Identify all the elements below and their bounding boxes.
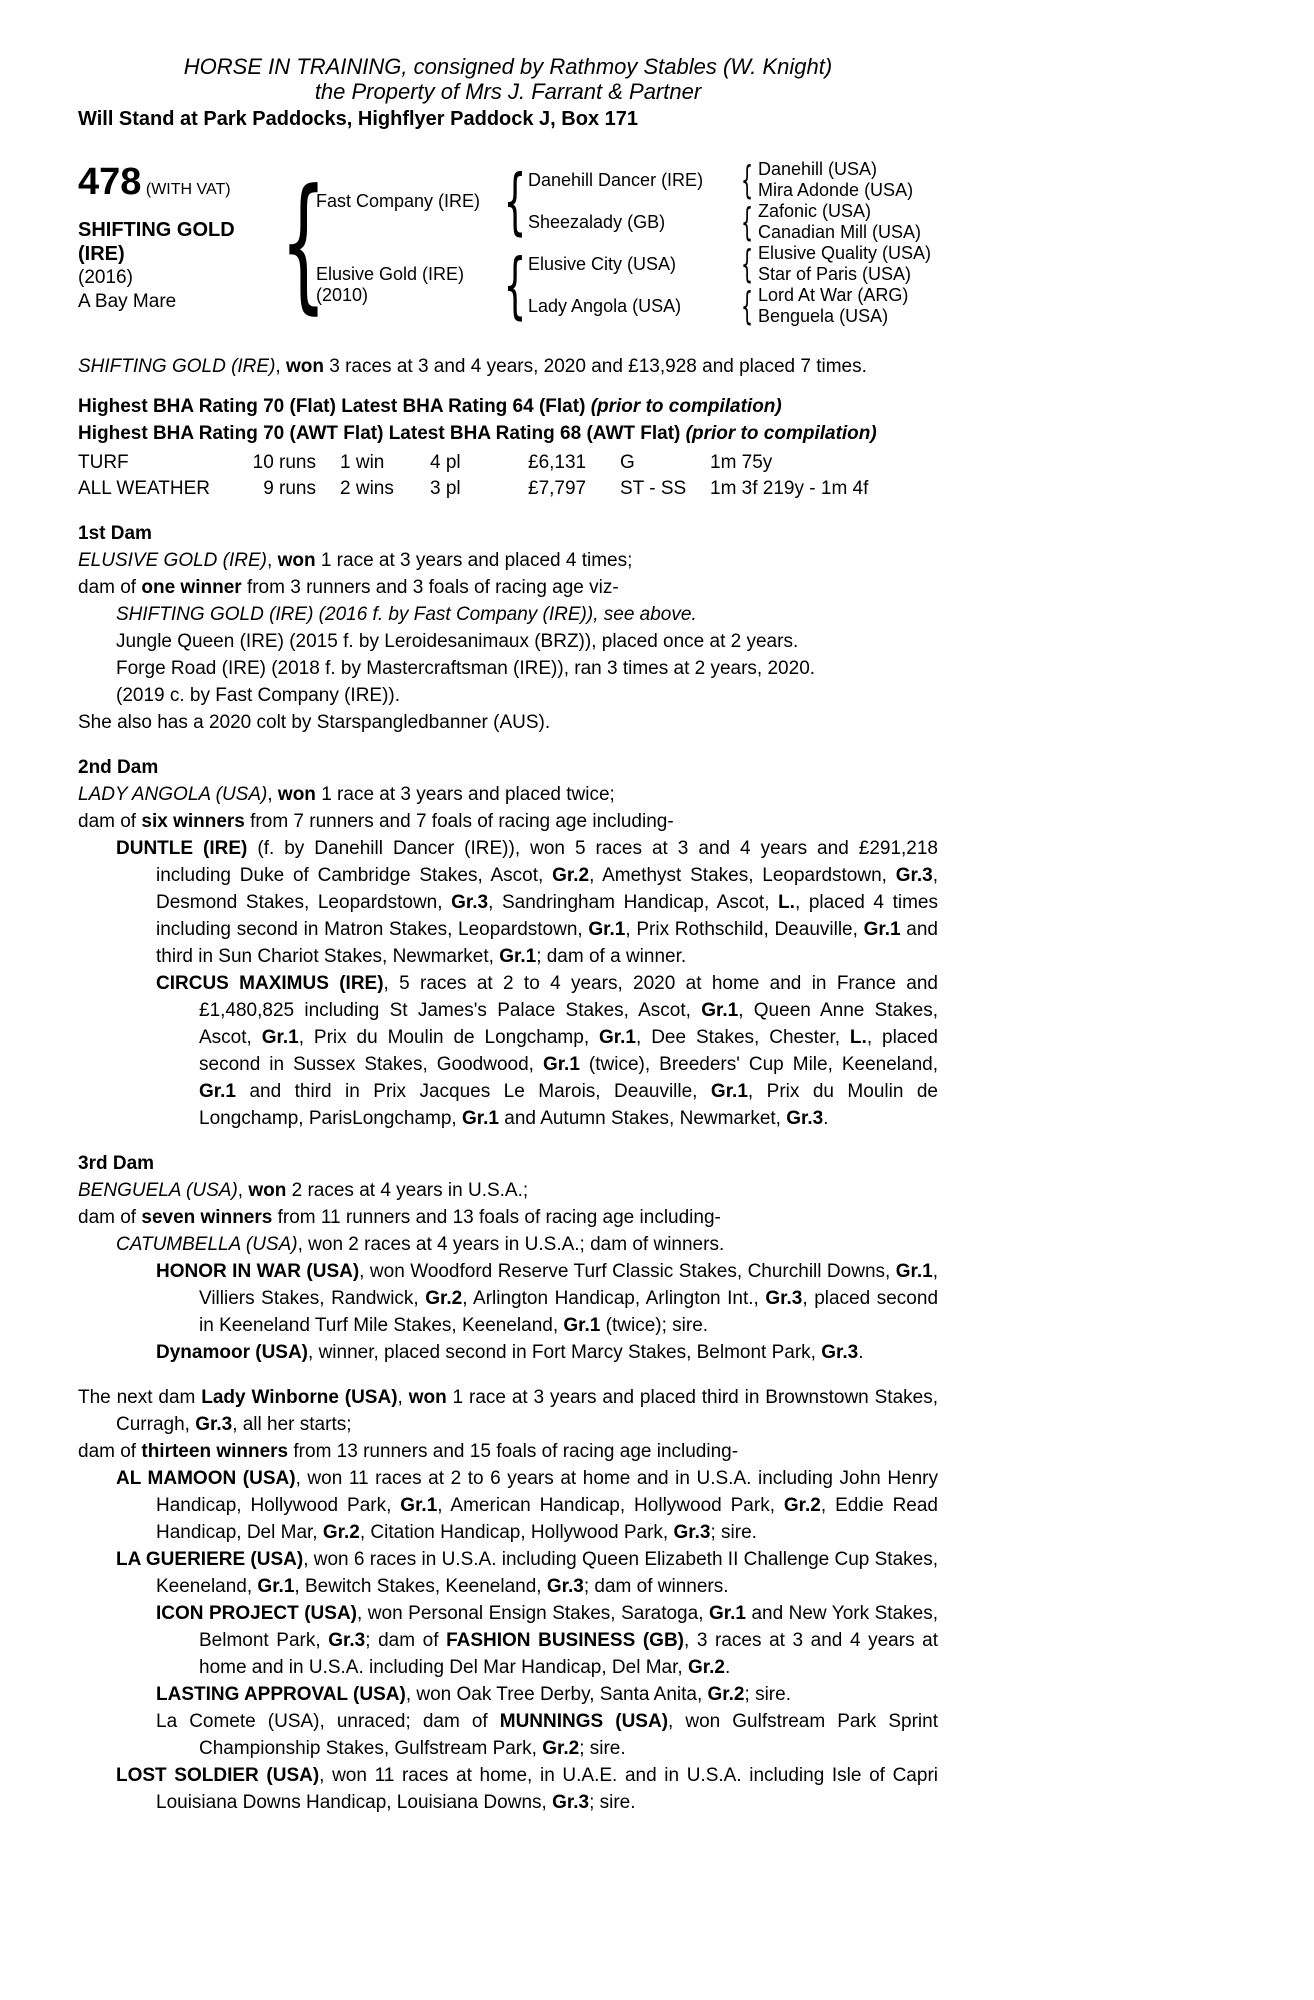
horse-name: SHIFTING GOLD (IRE)	[78, 219, 235, 265]
produce-intro	[78, 574, 938, 601]
record-cell: 1m 75y	[710, 452, 773, 473]
text-segment: , Prix du Moulin de Longchamp, ParisLongchamp,	[199, 1081, 938, 1129]
record-cell: ST - SS	[620, 478, 687, 499]
pedigree-ancestor: Danehill Dancer (IRE)	[528, 169, 704, 190]
text-segment: from 7 runners and 7 foals of racing age including-	[244, 811, 674, 832]
text-segment: Gr.2	[783, 1495, 821, 1516]
text-segment: , winner, placed second in Fort Marcy Stakes, Belmont Park,	[308, 1342, 822, 1363]
text-segment: Gr.3	[195, 1414, 233, 1435]
text-segment: , won 11 races at 2 to 6 years at home and in U.S.A. including John Henry Handicap, Hollywood Park,	[156, 1468, 938, 1516]
section-heading: 3rd Dam	[78, 1153, 155, 1174]
produce-line	[78, 655, 938, 682]
text-segment: LADY ANGOLA (USA)	[78, 784, 268, 805]
text-segment: Gr.1	[588, 919, 626, 940]
text-segment: DUNTLE (IRE)	[116, 838, 248, 859]
pedigree-block	[78, 159, 938, 327]
text-segment: (twice), Breeders' Cup Mile, Keeneland,	[579, 1054, 938, 1075]
text-segment: ; sire.	[744, 1684, 791, 1705]
pedigree-ancestor: Lady Angola (USA)	[528, 295, 682, 316]
stand-location-line: Will Stand at Park Paddocks, Highflyer Paddock J, Box 171	[78, 108, 638, 130]
pedigree-text-section	[78, 754, 938, 1132]
text-segment: , 3 races at 3 and 4 years at home and in U.S.A. including Del Mar Handicap, Del Mar,	[199, 1630, 938, 1678]
text-segment: BENGUELA (USA)	[78, 1180, 238, 1201]
produce-line	[78, 1465, 938, 1546]
text-segment: won	[285, 356, 324, 377]
text-segment: (twice); sire.	[600, 1315, 709, 1336]
text-segment: , placed second in Sussex Stakes, Goodwood,	[199, 1027, 938, 1075]
text-segment: won	[277, 550, 316, 571]
text-segment: dam of	[78, 577, 142, 598]
text-segment: CATUMBELLA (USA)	[116, 1234, 298, 1255]
pedigree-ancestor: Danehill (USA)	[758, 159, 878, 179]
pedigree-ancestor: Elusive Quality (USA)	[758, 243, 932, 263]
text-segment: ; dam of a winner.	[536, 946, 687, 967]
produce-intro	[78, 808, 938, 835]
text-segment: thirteen winners	[141, 1441, 289, 1462]
produce-intro	[78, 1438, 938, 1465]
text-segment: AL MAMOON (USA)	[116, 1468, 296, 1489]
text-segment: L.	[778, 892, 795, 913]
text-segment: .	[823, 1108, 829, 1129]
text-segment: Gr.2	[542, 1738, 580, 1759]
text-segment: HONOR IN WAR (USA)	[156, 1261, 360, 1282]
text-segment: , won 11 races at home, in U.A.E. and in U.S.A. including Isle of Capri Louisiana Downs Handicap, Louisiana Downs,	[156, 1765, 938, 1813]
produce-line	[78, 1231, 938, 1258]
record-cell: 3 pl	[430, 478, 461, 499]
pedigree-brace	[736, 285, 758, 327]
record-row	[78, 450, 938, 476]
text-segment: , placed 4 times including second in Matron Stakes, Leopardstown,	[156, 892, 938, 940]
text-segment: and third in Sun Chariot Stakes, Newmarket,	[156, 919, 938, 967]
dam-sections	[78, 520, 938, 1816]
bha-rating-line	[78, 420, 938, 447]
text-segment: Jungle Queen (IRE) (2015 f. by Leroidesanimaux (BRZ)), placed once at 2 years.	[116, 631, 799, 652]
text-segment: Gr.1	[863, 919, 901, 940]
text-segment: SHIFTING GOLD (IRE) (2016 f. by Fast Company (IRE)), see above.	[116, 604, 697, 625]
record-cell: TURF	[78, 452, 129, 473]
text-segment: , Prix du Moulin de Longchamp,	[298, 1027, 600, 1048]
text-segment: .	[724, 1657, 731, 1678]
produce-line	[78, 1339, 938, 1366]
pedigree-brace	[736, 243, 758, 285]
bha-rating-line	[78, 393, 938, 420]
produce-line	[78, 1546, 938, 1600]
produce-line	[78, 628, 938, 655]
text-segment: , Bewitch Stakes, Keeneland,	[294, 1576, 547, 1597]
produce-line	[78, 1762, 938, 1816]
bha-ratings	[78, 393, 938, 447]
record-cell: 1 win	[340, 452, 385, 473]
text-segment: 2 races at 4 years in U.S.A.;	[286, 1180, 529, 1201]
text-segment: , Sandringham Handicap, Ascot,	[488, 892, 779, 913]
text-segment: Gr.3	[786, 1108, 824, 1129]
produce-line	[78, 1681, 938, 1708]
text-segment: six winners	[141, 811, 245, 832]
text-segment: La Comete (USA), unraced; dam of	[156, 1711, 500, 1732]
page	[78, 0, 938, 1840]
record-cell: ALL WEATHER	[78, 478, 210, 499]
text-segment: , Dee Stakes, Chester,	[636, 1027, 850, 1048]
text-segment: seven winners	[141, 1207, 273, 1228]
text-segment: Forge Road (IRE) (2018 f. by Mastercraftsman (IRE)), ran 3 times at 2 years, 2020.	[116, 658, 816, 679]
produce-line	[78, 601, 938, 628]
text-segment: , 5 races at 2 to 4 years, 2020 at home and in France and £1,480,825 including St James's Palace Stakes, Ascot,	[199, 973, 938, 1021]
text-segment: ; dam of winners.	[583, 1576, 729, 1597]
dam-summary	[78, 547, 938, 574]
dam-name	[316, 243, 502, 327]
text-segment: Gr.1	[708, 1603, 746, 1624]
produce-intro	[78, 1204, 938, 1231]
text-segment: Gr.3	[546, 1576, 584, 1597]
pedigree-text-section	[78, 1150, 938, 1366]
text-segment: (f. by Danehill Dancer (IRE)), won 5 races at 3 and 4 years and £291,218 including Duke of Cambridge Stakes, Ascot,	[156, 838, 938, 886]
text-segment: from 11 runners and 13 foals of racing age including-	[272, 1207, 721, 1228]
pedigree-tree	[290, 159, 938, 327]
produce-line	[78, 970, 938, 1132]
sire-name	[316, 159, 502, 243]
race-record-table	[78, 450, 938, 502]
text-segment: (2019 c. by Fast Company (IRE)).	[116, 685, 401, 706]
text-segment: Gr.3	[765, 1288, 803, 1309]
text-segment: Gr.3	[552, 1792, 590, 1813]
section-heading: 1st Dam	[78, 523, 152, 544]
text-segment: LOST SOLDIER (USA)	[116, 1765, 320, 1786]
produce-line	[78, 1258, 938, 1339]
record-row	[78, 476, 938, 502]
catalogue-body	[78, 353, 938, 1816]
text-segment: Gr.2	[322, 1522, 360, 1543]
text-segment: and third in Prix Jacques Le Marois, Deauville,	[235, 1081, 711, 1102]
pedigree-brace	[290, 159, 316, 327]
text-segment: won	[277, 784, 316, 805]
text-segment: Gr.3	[673, 1522, 711, 1543]
text-segment: , all her starts;	[232, 1414, 352, 1435]
pedigree-ancestor: Star of Paris (USA)	[758, 264, 912, 284]
text-segment: Gr.1	[701, 1000, 739, 1021]
produce-line	[78, 835, 938, 970]
lot-column	[78, 159, 290, 327]
text-segment: SHIFTING GOLD (IRE)	[78, 356, 276, 377]
text-segment: LA GUERIERE (USA)	[116, 1549, 304, 1570]
pedigree-ancestor: Lord At War (ARG)	[758, 285, 909, 305]
page-header	[78, 54, 938, 133]
pedigree-ancestor: Elusive City (USA)	[528, 253, 677, 274]
text-segment: ,	[275, 356, 286, 377]
lot-line	[78, 161, 290, 204]
section-heading: 2nd Dam	[78, 757, 159, 778]
pedigree-text-section	[78, 1384, 938, 1816]
text-segment: , American Handicap, Hollywood Park,	[437, 1495, 784, 1516]
lot-number: 478	[78, 161, 142, 203]
text-segment: Gr.1	[710, 1081, 748, 1102]
text-segment: Gr.1	[895, 1261, 933, 1282]
record-cell: 9 runs	[263, 478, 316, 499]
record-cell: 1m 3f 219y - 1m 4f	[710, 478, 869, 499]
text-segment: .	[858, 1342, 864, 1363]
text-segment: , Eddie Read Handicap, Del Mar,	[156, 1495, 938, 1543]
produce-line	[78, 1600, 938, 1681]
text-segment: , Desmond Stakes, Leopardstown,	[156, 865, 938, 913]
text-segment: Gr.1	[599, 1027, 636, 1048]
text-segment: Gr.1	[261, 1027, 299, 1048]
lot-vat-note: (WITH VAT)	[145, 181, 231, 198]
text-segment: Gr.1	[199, 1081, 236, 1102]
text-segment: ; sire.	[710, 1522, 757, 1543]
record-cell: £6,131	[528, 452, 587, 473]
consignor-line: HORSE IN TRAINING, consigned by Rathmoy Stables (W. Knight)	[183, 54, 833, 79]
text-segment: dam of	[78, 811, 142, 832]
text-segment: won	[248, 1180, 287, 1201]
text-segment: ,	[267, 550, 278, 571]
text-segment: ELUSIVE GOLD (IRE)	[78, 550, 267, 571]
produce-note	[78, 709, 938, 736]
text-segment: ; dam of	[365, 1630, 447, 1651]
text-segment: ,	[397, 1387, 409, 1408]
text-segment: ICON PROJECT (USA)	[156, 1603, 358, 1624]
text-segment: , Prix Rothschild, Deauville,	[625, 919, 864, 940]
text-segment: and New York Stakes, Belmont Park,	[199, 1603, 938, 1651]
pedigree-brace	[502, 159, 528, 243]
text-segment: from 3 runners and 3 foals of racing age viz-	[241, 577, 619, 598]
text-segment: L.	[849, 1027, 867, 1048]
race-summary	[78, 353, 938, 380]
text-segment: Gr.1	[400, 1495, 438, 1516]
pedigree-brace	[736, 159, 758, 201]
text-segment: 1 race at 3 years and placed twice;	[315, 784, 615, 805]
text-segment: , won 2 races at 4 years in U.S.A.; dam of winners.	[297, 1234, 725, 1255]
text-segment: won	[408, 1387, 447, 1408]
pedigree-ancestor: Mira Adonde (USA)	[758, 180, 914, 200]
text-segment: CIRCUS MAXIMUS (IRE)	[156, 973, 384, 994]
text-segment: Lady Winborne (USA)	[201, 1387, 398, 1408]
text-segment: Gr.1	[542, 1054, 580, 1075]
text-segment: dam of	[78, 1441, 142, 1462]
text-segment: Dynamoor (USA)	[156, 1342, 309, 1363]
text-segment: , won Woodford Reserve Turf Classic Stakes, Churchill Downs,	[359, 1261, 896, 1282]
text-segment: ,	[237, 1180, 249, 1201]
text-segment: dam of	[78, 1207, 142, 1228]
text-segment: one winner	[141, 577, 242, 598]
text-segment: Gr.3	[821, 1342, 859, 1363]
text-segment: Gr.3	[451, 892, 489, 913]
text-segment: Highest BHA Rating 70 (Flat) Latest BHA Rating 64 (Flat)	[78, 396, 591, 417]
text-segment: Gr.1	[499, 946, 537, 967]
text-segment: , won Gulfstream Park Sprint Championship Stakes, Gulfstream Park,	[199, 1711, 938, 1759]
dam-summary	[78, 1177, 938, 1204]
pedigree-ancestor: Sheezalady (GB)	[528, 211, 666, 232]
record-cell: 2 wins	[340, 478, 394, 499]
text-segment: Gr.3	[895, 865, 933, 886]
pedigree-ancestor: Elusive Gold (IRE)	[316, 264, 465, 284]
record-cell: 10 runs	[252, 452, 316, 473]
text-segment: 1 race at 3 years and placed 4 times;	[315, 550, 633, 571]
text-segment: , Queen Anne Stakes, Ascot,	[199, 1000, 938, 1048]
pedigree-ancestor: Benguela (USA)	[758, 306, 889, 326]
text-segment: , won 6 races in U.S.A. including Queen Elizabeth II Challenge Cup Stakes, Keeneland,	[156, 1549, 938, 1597]
produce-line	[78, 1708, 938, 1762]
text-segment: Gr.1	[462, 1108, 499, 1129]
text-segment: She also has a 2020 colt by Starspangledbanner (AUS).	[78, 712, 551, 733]
next-dam-summary	[78, 1384, 938, 1438]
text-segment: FASHION BUSINESS (GB)	[446, 1630, 684, 1651]
text-segment: Gr.2	[707, 1684, 745, 1705]
text-segment: LASTING APPROVAL (USA)	[156, 1684, 406, 1705]
pedigree-ancestor-year: (2010)	[316, 285, 369, 305]
property-line: the Property of Mrs J. Farrant & Partner	[314, 79, 702, 104]
pedigree-ancestor: Zafonic (USA)	[758, 201, 872, 221]
text-segment: ; sire.	[589, 1792, 636, 1813]
text-segment: , Amethyst Stakes, Leopardstown,	[589, 865, 896, 886]
text-segment: MUNNINGS (USA)	[499, 1711, 669, 1732]
text-segment: Gr.2	[687, 1657, 725, 1678]
text-segment: , won Personal Ensign Stakes, Saratoga,	[357, 1603, 709, 1624]
pedigree-text-section	[78, 520, 938, 736]
text-segment: , Citation Handicap, Hollywood Park,	[359, 1522, 674, 1543]
text-segment: 1 race at 3 years and placed third in Brownstown Stakes, Curragh,	[116, 1387, 938, 1435]
text-segment: The next dam	[78, 1387, 202, 1408]
text-segment: Gr.2	[425, 1288, 463, 1309]
text-segment: Gr.2	[552, 865, 590, 886]
text-segment: Gr.3	[328, 1630, 366, 1651]
pedigree-ancestor: Fast Company (IRE)	[316, 190, 481, 211]
text-segment: 3 races at 3 and 4 years, 2020 and £13,928 and placed 7 times.	[323, 356, 867, 377]
text-segment: and Autumn Stakes, Newmarket,	[498, 1108, 787, 1129]
text-segment: , Villiers Stakes, Randwick,	[199, 1261, 938, 1309]
text-segment: , placed second in Keeneland Turf Mile Stakes, Keeneland,	[199, 1288, 939, 1336]
text-segment: (prior to compilation)	[590, 396, 782, 417]
text-segment: Gr.1	[257, 1576, 295, 1597]
pedigree-brace	[502, 243, 528, 327]
dam-summary	[78, 781, 938, 808]
text-segment: Highest BHA Rating 70 (AWT Flat) Latest BHA Rating 68 (AWT Flat)	[78, 423, 686, 444]
pedigree-brace	[736, 201, 758, 243]
produce-line	[78, 682, 938, 709]
text-segment: (prior to compilation)	[685, 423, 877, 444]
horse-foaling-year: (2016)	[78, 267, 133, 288]
text-segment: ; sire.	[579, 1738, 626, 1759]
text-segment: from 13 runners and 15 foals of racing age including-	[288, 1441, 739, 1462]
record-cell: £7,797	[528, 478, 587, 499]
pedigree-ancestor: Canadian Mill (USA)	[758, 222, 922, 242]
text-segment: , won Oak Tree Derby, Santa Anita,	[405, 1684, 708, 1705]
text-segment: ,	[267, 784, 278, 805]
text-segment: Gr.1	[563, 1315, 601, 1336]
horse-description: A Bay Mare	[78, 291, 177, 312]
record-cell: 4 pl	[430, 452, 461, 473]
text-segment: , Arlington Handicap, Arlington Int.,	[462, 1288, 766, 1309]
record-cell: G	[620, 452, 635, 473]
